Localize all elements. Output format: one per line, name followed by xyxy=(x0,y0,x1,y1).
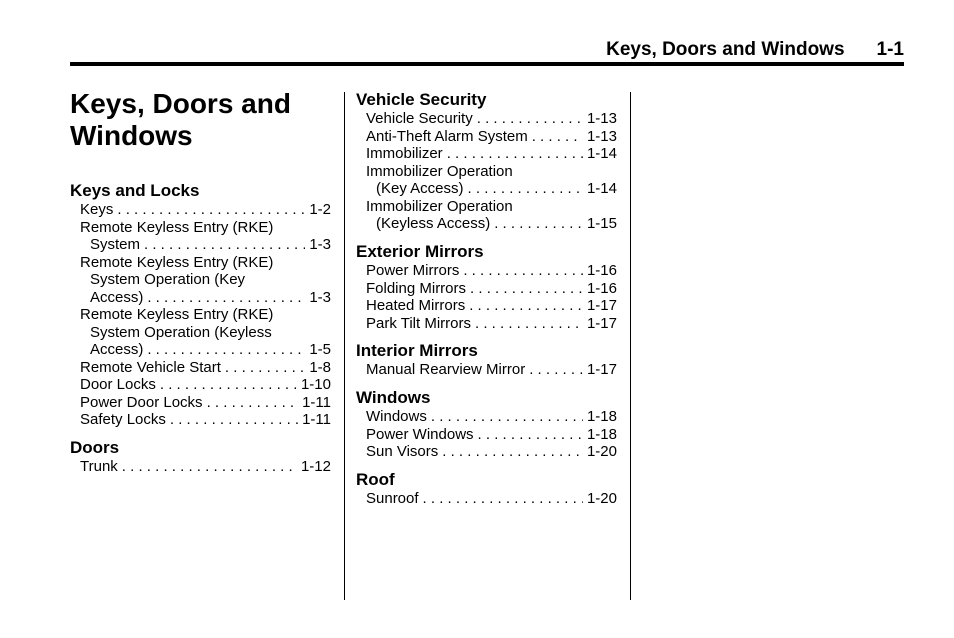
toc-entry-row xyxy=(80,236,331,254)
toc-entry xyxy=(366,128,617,146)
toc-entry-page: 1-15 xyxy=(586,215,617,232)
toc-entry-page: 1-3 xyxy=(309,288,331,306)
toc-entry-title: Immobilizer xyxy=(366,145,443,162)
toc-entry xyxy=(80,359,331,377)
toc-entry-title: Anti-Theft Alarm System xyxy=(366,127,528,145)
toc-entry-page: 1-20 xyxy=(586,490,617,507)
toc-entry-row xyxy=(80,376,331,394)
toc-entry-page: 1-3 xyxy=(309,236,331,253)
toc-entry-page: 1-12 xyxy=(300,458,331,475)
toc-entry-page: 1-18 xyxy=(586,408,617,425)
toc-entry-title: (Key Access) xyxy=(376,180,464,197)
toc-entry-row xyxy=(366,280,617,298)
toc-entry xyxy=(366,145,617,163)
toc-entry-row xyxy=(366,215,617,233)
toc-entry xyxy=(80,306,331,359)
toc-entry-title: Folding Mirrors xyxy=(366,279,467,297)
toc-entry-row xyxy=(366,145,617,163)
toc-entry-title: Sunroof xyxy=(366,490,419,507)
toc-entry-page: 1-11 xyxy=(302,393,331,411)
section-heading-windows: Windows xyxy=(356,388,431,407)
section-heading-exterior-mirrors: Exterior Mirrors xyxy=(356,242,484,261)
toc-entry-page: 1-13 xyxy=(586,110,617,127)
toc-entry xyxy=(366,163,617,198)
dot-leader xyxy=(529,361,583,379)
toc-entry xyxy=(366,198,617,233)
toc-entry-title: Power Door Locks xyxy=(80,393,203,411)
section-heading-roof: Roof xyxy=(356,470,395,489)
toc-entry-page: 1-13 xyxy=(586,127,617,145)
toc-entry-row xyxy=(366,490,617,508)
toc-entry-title: Trunk xyxy=(80,458,118,475)
toc-entry-row xyxy=(80,411,331,429)
toc-entry xyxy=(366,361,617,379)
toc-entry xyxy=(80,201,331,219)
toc-entry xyxy=(80,254,331,307)
toc-entry-line: System Operation (Keyless xyxy=(90,323,272,341)
toc-entry-title: Power Mirrors xyxy=(366,262,460,279)
toc-entry xyxy=(366,408,617,426)
toc-entry-title: Heated Mirrors xyxy=(366,297,466,314)
dot-leader xyxy=(147,289,305,307)
dot-leader xyxy=(470,280,583,298)
dot-leader xyxy=(122,458,297,476)
dot-leader xyxy=(431,408,583,426)
toc-entry-line: Immobilizer Operation xyxy=(366,162,513,180)
column-divider-right xyxy=(630,92,631,600)
toc-entry-title: Access) xyxy=(90,341,144,358)
toc-entry-title: Sun Visors xyxy=(366,443,439,460)
running-header xyxy=(70,38,904,62)
toc-entry-page: 1-2 xyxy=(309,201,331,218)
dot-leader xyxy=(494,215,583,233)
section-heading-interior-mirrors: Interior Mirrors xyxy=(356,341,478,360)
dot-leader xyxy=(475,315,583,333)
toc-entry-row xyxy=(366,443,617,461)
toc-entry-title: (Keyless Access) xyxy=(376,215,491,232)
toc-entry-row xyxy=(366,110,617,128)
dot-leader xyxy=(170,411,298,429)
toc-entry xyxy=(366,262,617,280)
dot-leader xyxy=(478,426,583,444)
toc-entry-page: 1-5 xyxy=(309,341,331,358)
toc-entry-page: 1-20 xyxy=(586,443,617,460)
toc-entry xyxy=(80,394,331,412)
toc-entry-title: Safety Locks xyxy=(80,411,166,428)
toc-entry-row xyxy=(80,359,331,377)
column-divider-left xyxy=(344,92,345,600)
header-page-number: 1-1 xyxy=(876,39,904,60)
toc-entry xyxy=(366,297,617,315)
toc-entry-row xyxy=(80,341,331,359)
toc-entry-row xyxy=(366,297,617,315)
dot-leader xyxy=(442,443,583,461)
toc-entry-page: 1-17 xyxy=(586,314,617,332)
section-heading-doors: Doors xyxy=(70,438,120,457)
toc-entry xyxy=(366,110,617,128)
dot-leader xyxy=(532,128,583,146)
toc-entry-row xyxy=(366,426,617,444)
toc-entry xyxy=(80,219,331,254)
toc-entry-title: Power Windows xyxy=(366,425,474,443)
dot-leader xyxy=(225,359,305,377)
toc-entry-row xyxy=(366,315,617,333)
toc-entry-page: 1-16 xyxy=(586,279,617,297)
toc-entry-row xyxy=(80,201,331,219)
dot-leader xyxy=(477,110,583,128)
toc-entry xyxy=(366,315,617,333)
toc-entry-page: 1-14 xyxy=(586,180,617,197)
dot-leader xyxy=(468,180,583,198)
toc-entry xyxy=(80,376,331,394)
toc-entry-line: System Operation (Key xyxy=(90,271,246,288)
dot-leader xyxy=(423,490,583,508)
toc-entry xyxy=(366,426,617,444)
header-rule xyxy=(70,62,904,66)
toc-entry xyxy=(80,411,331,429)
toc-entry xyxy=(366,280,617,298)
dot-leader xyxy=(469,297,583,315)
toc-entry-row xyxy=(80,289,331,307)
toc-entry-row xyxy=(366,262,617,280)
toc-entry-page: 1-17 xyxy=(586,361,617,378)
toc-entry-page: 1-8 xyxy=(309,358,331,376)
toc-entry-row xyxy=(366,361,617,379)
toc-entry-page: 1-14 xyxy=(586,145,617,162)
toc-entry-line: Remote Keyless Entry (RKE) xyxy=(80,253,274,271)
toc-entry-row xyxy=(366,180,617,198)
chapter-title: Keys, Doors and Windows xyxy=(70,88,291,151)
dot-leader xyxy=(207,394,299,412)
toc-entry-title: Windows xyxy=(366,408,427,425)
toc-entry-row xyxy=(366,408,617,426)
toc-entry-title: Access) xyxy=(90,288,144,306)
toc-entry-title: Remote Vehicle Start xyxy=(80,358,221,376)
dot-leader xyxy=(447,145,583,163)
section-heading-keys-and-locks: Keys and Locks xyxy=(70,181,200,200)
toc-entry-title: Park Tilt Mirrors xyxy=(366,314,471,332)
dot-leader xyxy=(463,262,583,280)
toc-entry-title: System xyxy=(90,236,141,253)
toc-entry-title: Vehicle Security xyxy=(366,110,473,127)
dot-leader xyxy=(144,236,305,254)
toc-entry-row xyxy=(80,394,331,412)
toc-entry-page: 1-10 xyxy=(300,376,331,393)
toc-entry xyxy=(366,443,617,461)
toc-entry-line: Immobilizer Operation xyxy=(366,197,513,215)
toc-entry-row xyxy=(366,128,617,146)
toc-entry-page: 1-17 xyxy=(586,297,617,314)
toc-entry-page: 1-11 xyxy=(302,411,331,428)
toc-entry-line: Remote Keyless Entry (RKE) xyxy=(80,306,274,323)
section-heading-vehicle-security: Vehicle Security xyxy=(356,90,487,109)
header-title: Keys, Doors and Windows xyxy=(606,39,845,60)
toc-entry-title: Keys xyxy=(80,201,114,218)
toc-entry-page: 1-16 xyxy=(586,262,617,279)
toc-entry-title: Door Locks xyxy=(80,376,156,393)
toc-entry-line: Remote Keyless Entry (RKE) xyxy=(80,218,274,236)
toc-entry-row xyxy=(80,458,331,476)
toc-entry-page: 1-18 xyxy=(586,425,617,443)
dot-leader xyxy=(160,376,297,394)
toc-entry xyxy=(366,490,617,508)
toc-entry-title: Manual Rearview Mirror xyxy=(366,361,526,378)
dot-leader xyxy=(117,201,305,219)
dot-leader xyxy=(147,341,305,359)
toc-entry xyxy=(80,458,331,476)
